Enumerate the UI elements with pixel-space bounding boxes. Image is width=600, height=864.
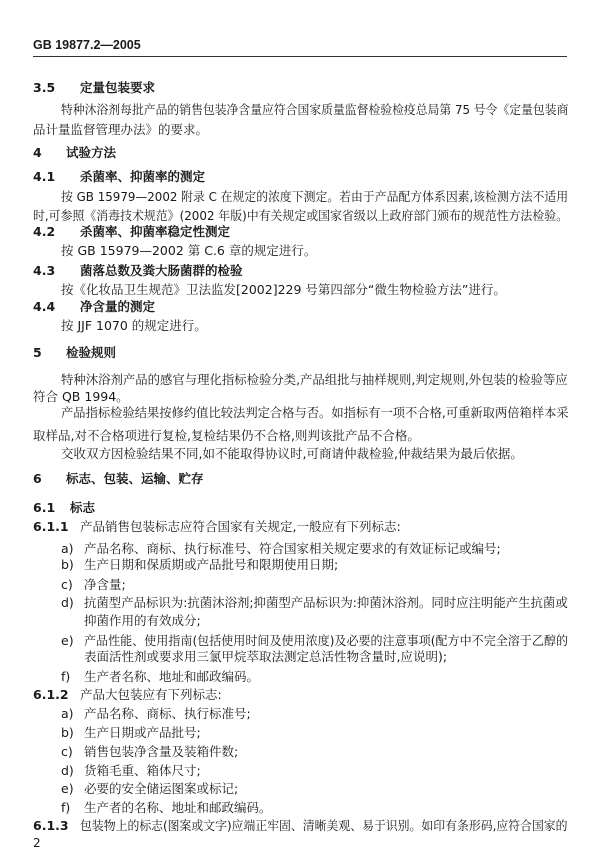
- paragraph-line: 交收双方因检验结果不同,如不能取得协议时,可商请仲裁检验,仲裁结果为最后依据。: [61, 446, 523, 461]
- list-marker: c): [61, 577, 73, 592]
- list-item: 必要的安全储运图案或标记;: [84, 781, 239, 796]
- list-item: 销售包装净含量及装箱件数;: [84, 744, 239, 759]
- section-number-4: 4: [33, 145, 42, 160]
- clause-number-4-2: 4.2: [33, 224, 56, 239]
- clause-number-4-1: 4.1: [33, 169, 56, 184]
- list-marker: e): [61, 633, 74, 648]
- section-number-6: 6: [33, 471, 42, 486]
- list-marker: e): [61, 781, 74, 796]
- list-marker: a): [61, 706, 74, 721]
- paragraph-line: 时,可参照《消毒技术规范》(2002 年版)中有关规定或国家省级以上政府部门颁布的规范性方法检验。: [33, 208, 569, 223]
- list-marker: d): [61, 763, 74, 778]
- list-item-continuation: 表面活性剂或要求用三氯甲烷萃取法测定总活性物含量时,应说明);: [84, 649, 448, 664]
- list-marker: b): [61, 557, 74, 572]
- clause-intro-6-1-2: 产品大包装应有下列标志:: [80, 687, 222, 702]
- clause-number-3-5: 3.5: [33, 80, 56, 95]
- paragraph-line: 按《化妆品卫生规范》卫法监发[2002]229 号第四部分“微生物检验方法”进行。: [61, 282, 506, 297]
- list-marker: c): [61, 744, 73, 759]
- list-marker: b): [61, 725, 74, 740]
- list-item-continuation: 抑菌作用的有效成分;: [84, 613, 201, 628]
- list-marker: a): [61, 541, 74, 556]
- clause-title-4-1: 杀菌率、抑菌率的测定: [80, 169, 206, 184]
- list-item: 生产者的名称、地址和邮政编码。: [84, 800, 272, 815]
- clause-number-4-3: 4.3: [33, 263, 56, 278]
- clause-title-6-1: 标志: [70, 500, 96, 515]
- list-marker: f): [61, 800, 71, 815]
- list-item: 产品名称、商标、执行标准号、符合国家相关规定要求的有效证标记或编号;: [84, 541, 501, 556]
- paragraph-line: 特种沐浴剂产品的感官与理化指标检验分类,产品组批与抽样规则,判定规则,外包装的检验等应: [61, 372, 568, 387]
- clause-number-6-1-2: 6.1.2: [33, 687, 69, 702]
- clause-title-3-5: 定量包装要求: [80, 80, 156, 95]
- paragraph-line: 按 JJF 1070 的规定进行。: [61, 318, 207, 333]
- clause-number-6-1-1: 6.1.1: [33, 519, 69, 534]
- list-item: 产品名称、商标、执行标准号;: [84, 706, 251, 721]
- clause-number-6-1: 6.1: [33, 500, 56, 515]
- paragraph-line: 按 GB 15979—2002 附录 C 在规定的浓度下测定。若由于产品配方体系因素,该检测方法不适用: [61, 189, 569, 204]
- paragraph-line: 取样品,对不合格项进行复检,复检结果仍不合格,则判该批产品不合格。: [33, 428, 420, 443]
- clause-title-4-4: 净含量的测定: [80, 299, 156, 314]
- clause-intro-6-1-1: 产品销售包装标志应符合国家有关规定,一般应有下列标志:: [80, 519, 401, 534]
- paragraph-line: 产品指标检验结果按修约值比较法判定合格与否。如指标有一项不合格,可重新取两倍箱样本采: [61, 405, 569, 420]
- section-title-6: 标志、包装、运输、贮存: [66, 471, 204, 486]
- paragraph-line: 包装物上的标志(图案或文字)应端正牢固、清晰美观、易于识别。如印有条形码,应符合国家的: [80, 818, 568, 833]
- header-rule: [33, 56, 567, 57]
- paragraph-line: 按 GB 15979—2002 第 C.6 章的规定进行。: [61, 243, 317, 258]
- list-item: 生产者名称、地址和邮政编码。: [84, 669, 260, 684]
- paragraph-line: 品计量监督管理办法》的要求。: [33, 122, 209, 137]
- section-title-5: 检验规则: [66, 345, 117, 360]
- list-item: 抗菌型产品标识为:抗菌沐浴剂;抑菌型产品标识为:抑菌沐浴剂。同时应注明能产生抗菌或: [84, 595, 568, 610]
- clause-number-4-4: 4.4: [33, 299, 56, 314]
- list-item: 生产日期和保质期或产品批号和限期使用日期;: [84, 557, 339, 572]
- list-marker: f): [61, 669, 71, 684]
- list-marker: d): [61, 595, 74, 610]
- list-item: 净含量;: [84, 577, 126, 592]
- clause-number-6-1-3: 6.1.3: [33, 818, 69, 833]
- paragraph-line: 特种沐浴剂每批产品的销售包装净含量应符合国家质量监督检验检疫总局第 75 号令《定量包装商: [61, 102, 569, 117]
- paragraph-line: 符合 QB 1994。: [33, 389, 129, 404]
- list-item: 货箱毛重、箱体尺寸;: [84, 763, 201, 778]
- list-item: 产品性能、使用指南(包括使用时间及使用浓度)及必要的注意事项(配方中不完全溶于乙醇的: [84, 633, 569, 648]
- section-number-5: 5: [33, 345, 42, 360]
- section-title-4: 试验方法: [66, 145, 117, 160]
- standard-code-header: GB 19877.2—2005: [33, 38, 141, 52]
- list-item: 生产日期或产品批号;: [84, 725, 201, 740]
- page-number: 2: [33, 836, 41, 850]
- clause-title-4-2: 杀菌率、抑菌率稳定性测定: [80, 224, 231, 239]
- clause-title-4-3: 菌落总数及粪大肠菌群的检验: [80, 263, 243, 278]
